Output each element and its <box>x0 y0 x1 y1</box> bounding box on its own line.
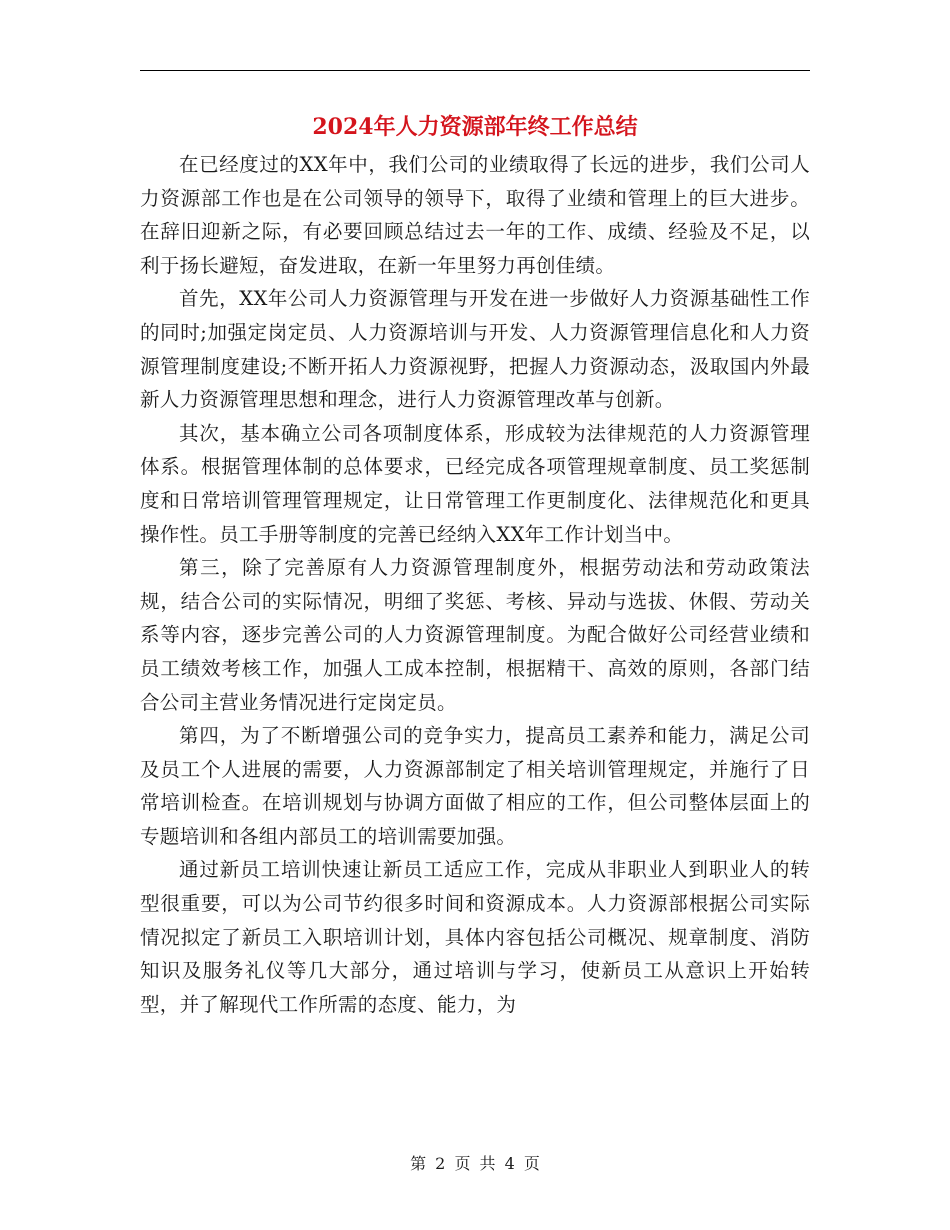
paragraph-5: 第四，为了不断增强公司的竞争实力，提高员工素养和能力，满足公司及员工个人进展的需要，人力资源部制定了相关培训管理规定，并施行了日常培训检查。在培训规划与协调方面做了相应的工作，但公司整体层面上的专题培训和各组内部员工的培训需要加强。 <box>140 724 810 848</box>
paragraph-6: 通过新员工培训快速让新员工适应工作，完成从非职业人到职业人的转型很重要，可以为公司节约很多时间和资源成本。人力资源部根据公司实际情况拟定了新员工入职培训计划，具体内容包括公司概况、规章制度、消防知识及服务礼仪等几大部分，通过培训与学习，使新员工从意识上开始转型，并了解现代工作所需的态度、能力，为 <box>140 858 810 1016</box>
paragraph-3: 其次，基本确立公司各项制度体系，形成较为法律规范的人力资源管理体系。根据管理体制的总体要求，已经完成各项管理规章制度、员工奖惩制度和日常培训管理管理规定，让日常管理工作更制度化、法律规范化和更具操作性。员工手册等制度的完善已经纳入XX年工作计划当中。 <box>140 421 810 546</box>
page-number: 第 2 页 共 4 页 <box>410 1154 540 1173</box>
header-rule <box>140 70 810 71</box>
paragraph-2: 首先，XX年公司人力资源管理与开发在进一步做好人力资源基础性工作的同时;加强定岗定员、人力资源培训与开发、人力资源管理信息化和人力资源管理制度建设;不断开拓人力资源视野，把握人力资源动态，汲取国内外最新人力资源管理思想和理念，进行人力资源管理改革与创新。 <box>140 287 810 412</box>
document-title: 2024年人力资源部年终工作总结 <box>312 114 638 140</box>
paragraph-1: 在已经度过的XX年中，我们公司的业绩取得了长远的进步，我们公司人力资源部工作也是在公司领导的领导下，取得了业绩和管理上的巨大进步。在辞旧迎新之际，有必要回顾总结过去一年的工作、成绩、经验及不足，以利于扬长避短，奋发进取，在新一年里努力再创佳绩。 <box>140 153 810 277</box>
paragraph-4: 第三，除了完善原有人力资源管理制度外，根据劳动法和劳动政策法规，结合公司的实际情况，明细了奖惩、考核、异动与选拔、休假、劳动关系等内容，逐步完善公司的人力资源管理制度。为配合做好公司经营业绩和员工绩效考核工作，加强人工成本控制，根据精干、高效的原则，各部门结合公司主营业务情况进行定岗定员。 <box>140 556 810 714</box>
document-body <box>140 148 810 1021</box>
